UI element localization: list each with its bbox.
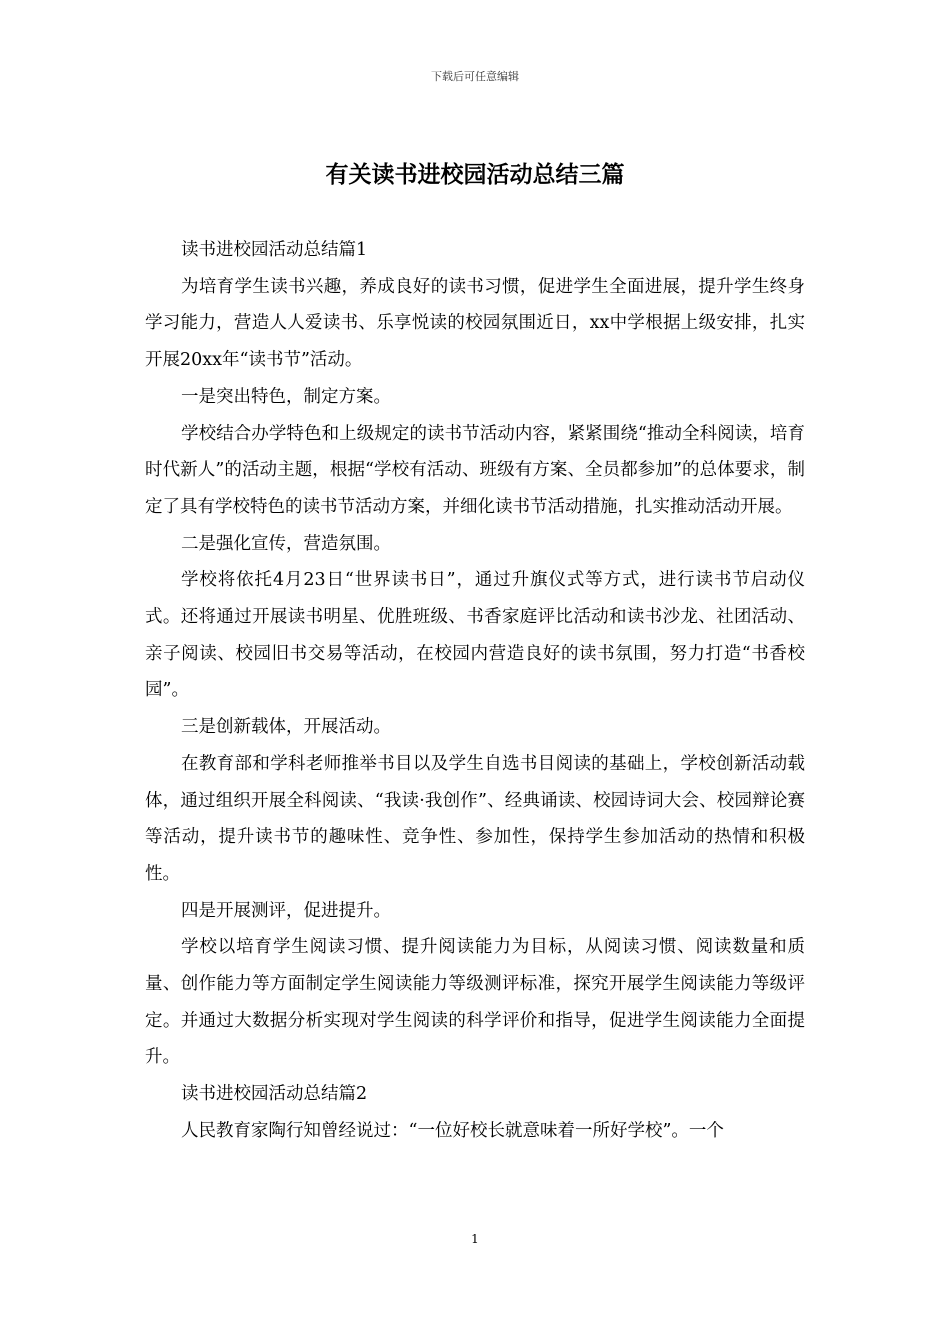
paragraph-point-3: 在教育部和学科老师推举书目以及学生自选书目阅读的基础上，学校创新活动载体，通过组织开展全科阅读、“我读·我创作”、经典诵读、校园诗词大会、校园辩论赛等活动，提升读书节的趣味性、竞争性、参加性，保持学生参加活动的热情和积极性。 [145,753,805,884]
paragraph-point-2: 学校将依托4月23日“世界读书日”，通过升旗仪式等方式，进行读书节启动仪式。还将通过开展读书明星、优胜班级、书香家庭评比活动和读书沙龙、社团活动、亲子阅读、校园旧书交易等活动，在校园内营造良好的读书氛围，努力打造“书香校园”。 [145,570,805,701]
page-number: 1 [471,1232,479,1246]
paragraph-point-4: 学校以培育学生阅读习惯、提升阅读能力为目标，从阅读习惯、阅读数量和质量、创作能力等方面制定学生阅读能力等级测评标准，探究开展学生阅读能力等级评定。并通过大数据分析实现对学生阅读的科学评价和指导，促进学生阅读能力全面提升。 [145,937,805,1068]
point-heading-4: 四是开展测评，促进提升。 [181,900,391,921]
point-heading-3: 三是创新载体，开展活动。 [181,717,391,738]
paragraph-intro: 为培育学生读书兴趣，养成良好的读书习惯，促进学生全面进展，提升学生终身学习能力，营造人人爱读书、乐享悦读的校园氛围近日，xx中学根据上级安排，扎实开展20xx年“读书节”活动。 [145,276,805,371]
paragraph-section-2-start: 人民教育家陶行知曾经说过：“一位好校长就意味着一所好学校”。一个 [181,1120,724,1141]
point-heading-2: 二是强化宣传，营造氛围。 [181,533,391,554]
document-title: 有关读书进校园活动总结三篇 [325,162,625,188]
page-header-note: 下载后可任意编辑 [431,70,519,83]
document-body [145,232,805,1150]
point-heading-1: 一是突出特色，制定方案。 [181,386,391,407]
section-heading-1: 读书进校园活动总结篇1 [181,240,368,260]
section-heading-2: 读书进校园活动总结篇2 [181,1084,368,1105]
paragraph-point-1: 学校结合办学特色和上级规定的读书节活动内容，紧紧围绕“推动全科阅读，培育时代新人”的活动主题，根据“学校有活动、班级有方案、全员都参加”的总体要求，制定了具有学校特色的读书节活动方案，并细化读书节活动措施，扎实推动活动开展。 [145,423,805,517]
